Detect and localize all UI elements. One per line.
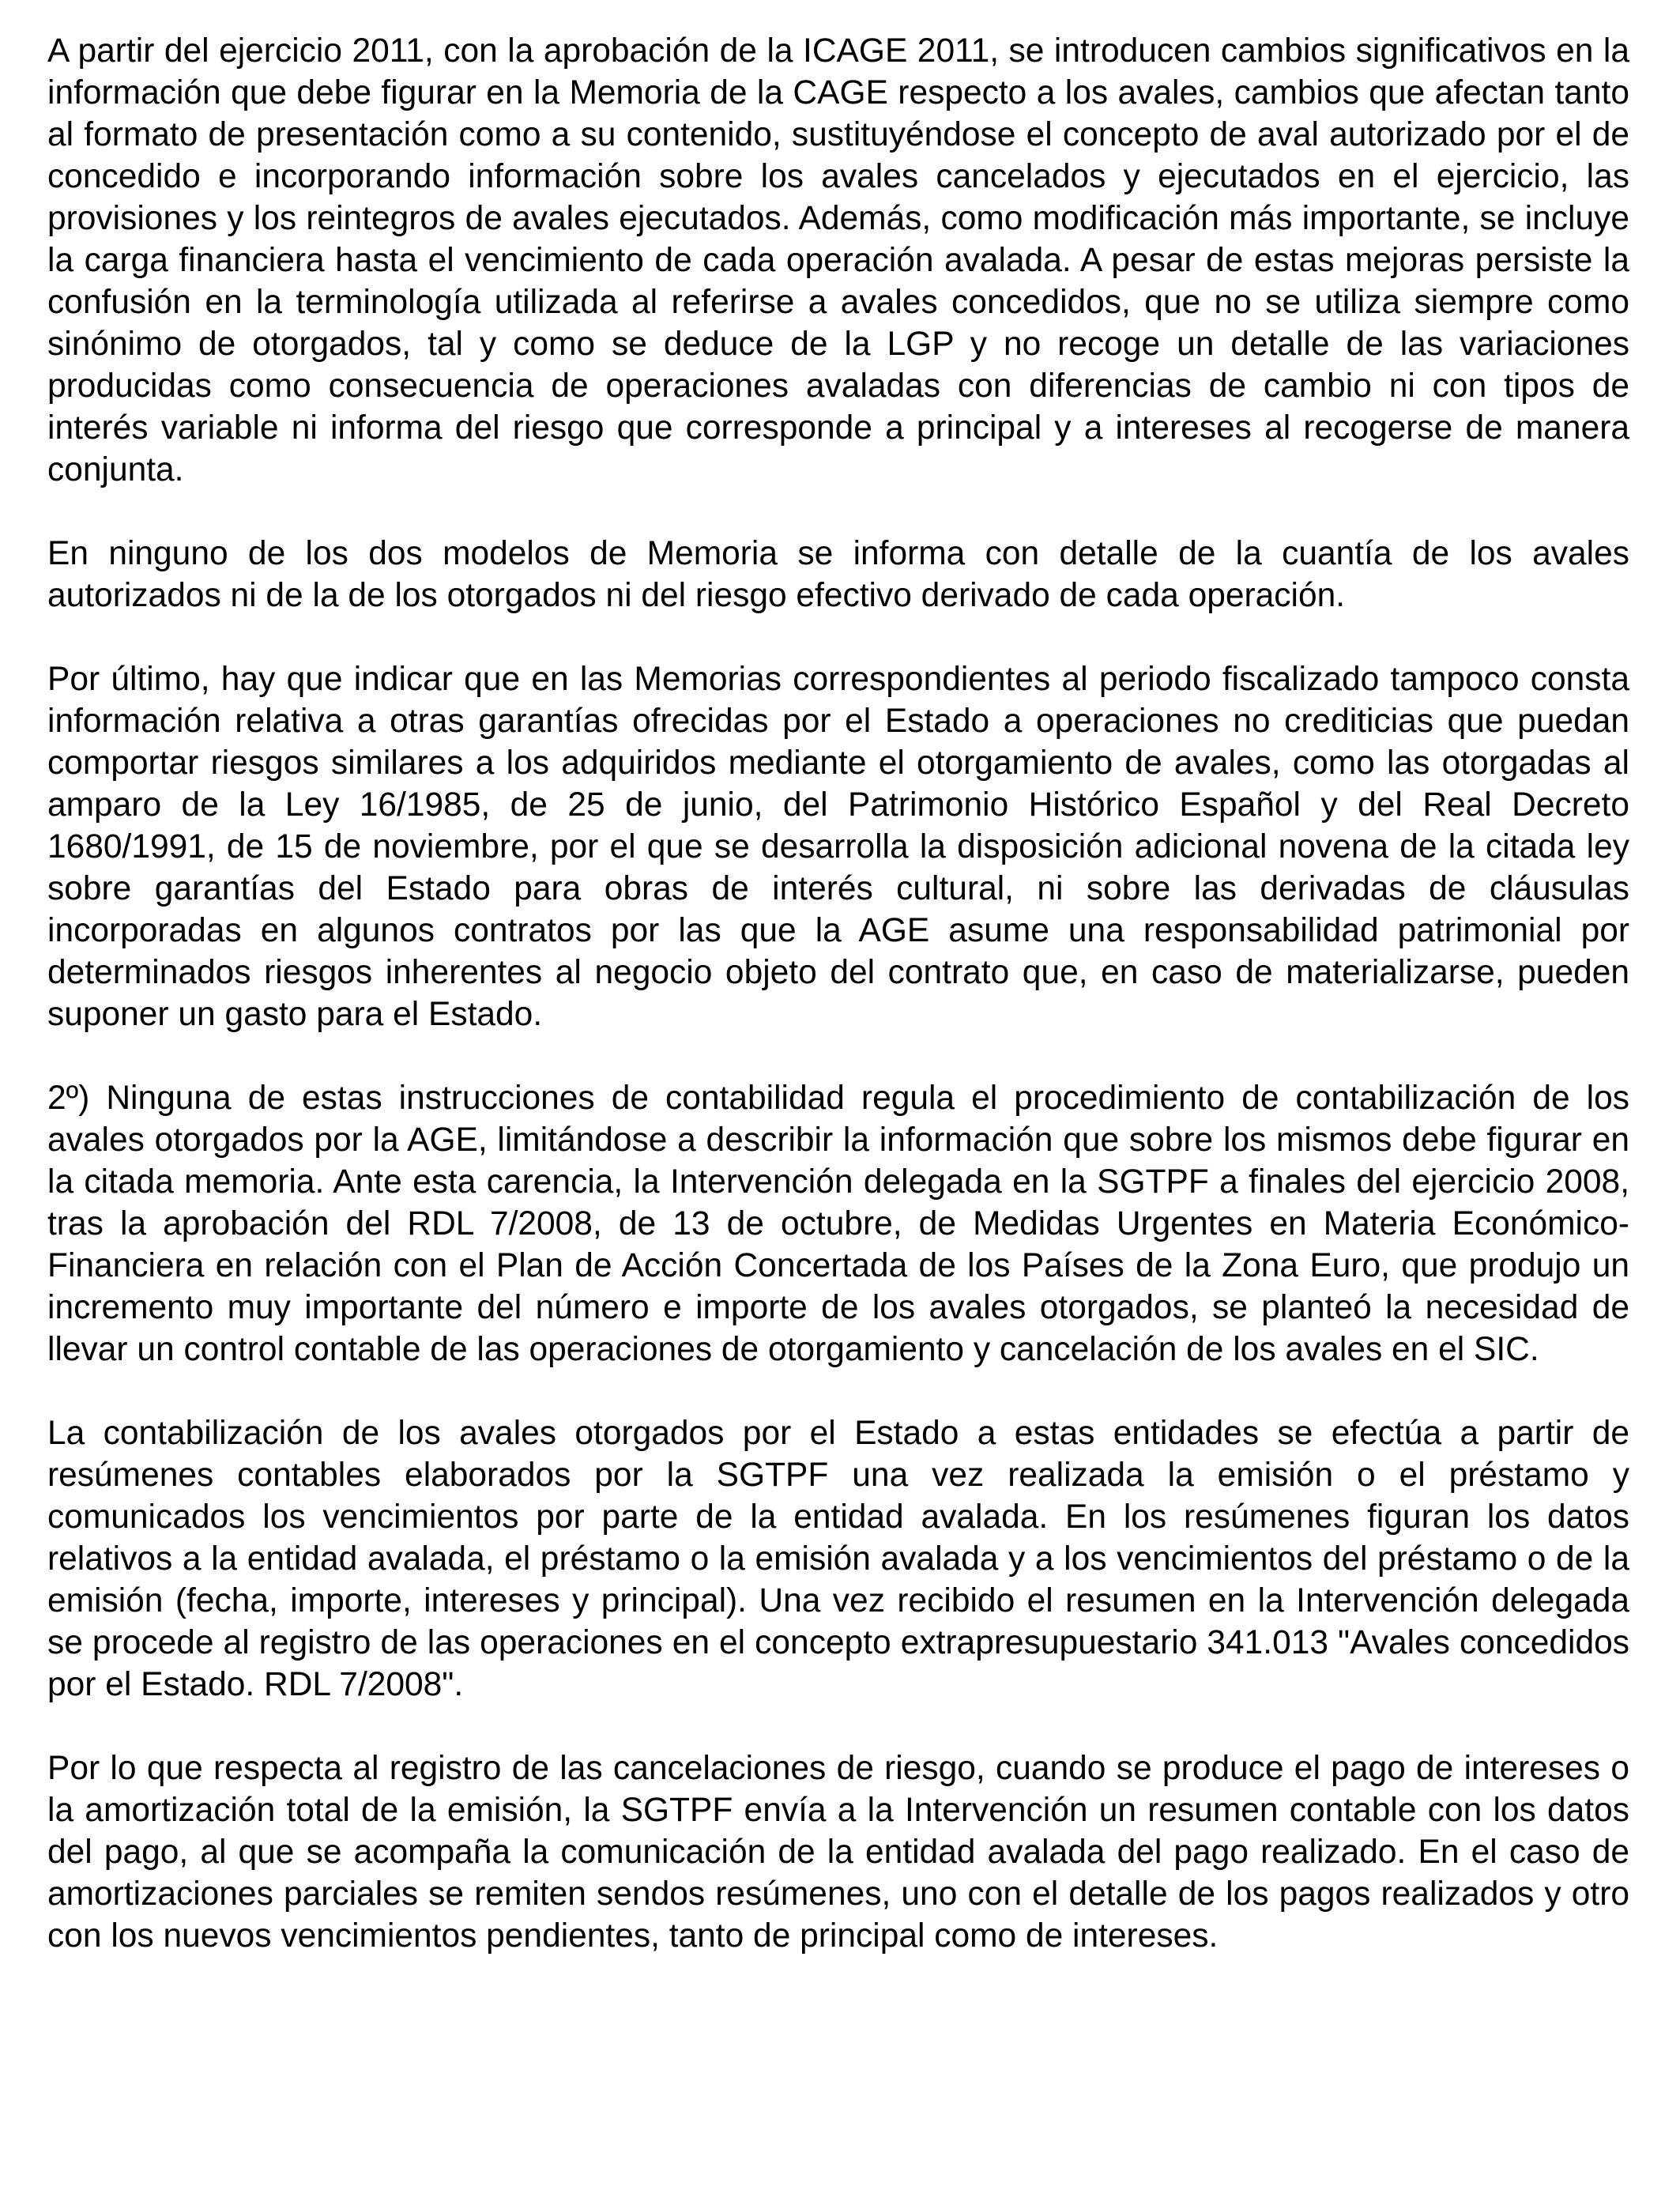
paragraph-avales-icage-2011: A partir del ejercicio 2011, con la aprobación de la ICAGE 2011, se introducen cambios significativos en la información que debe figurar en la Memoria de la CAGE respecto a los avales, cambios que afectan tanto al formato de presentación como a su contenido, sustituyéndose el concepto de aval autorizado por el de concedido e incorporando información sobre los avales cancelados y ejecutados en el ejercicio, las provisiones y los reintegros de avales ejecutados. Además, como modificación más importante, se incluye la carga financiera hasta el vencimiento de cada operación avalada. A pesar de estas mejoras persiste la confusión en la terminología utilizada al referirse a avales concedidos, que no se utiliza siempre como sinónimo de otorgados, tal y como se deduce de la LGP y no recoge un detalle de las variaciones producidas como consecuencia de operaciones avaladas con diferencias de cambio ni con tipos de interés variable ni informa del riesgo que corresponde a principal y a intereses al recogerse de manera conjunta. (47, 32, 1629, 488)
paragraph-procedimiento-contabilizacion: 2º) Ninguna de estas instrucciones de contabilidad regula el procedimiento de contabilización de los avales otorgados por la AGE, limitándose a describir la información que sobre los mismos debe figurar en la citada memoria. Ante esta carencia, la Intervención delegada en la SGTPF a finales del ejercicio 2008, tras la aprobación del RDL 7/2008, de 13 de octubre, de Medidas Urgentes en Materia Económico-Financiera en relación con el Plan de Acción Concertada de los Países de la Zona Euro, que produjo un incremento muy importante del número e importe de los avales otorgados, se planteó la necesidad de llevar un control contable de las operaciones de otorgamiento y cancelación de los avales en el SIC. (47, 1080, 1629, 1368)
paragraph-contabilizacion-avales: La contabilización de los avales otorgados por el Estado a estas entidades se efectúa a partir de resúmenes contables elaborados por la SGTPF una vez realizada la emisión o el préstamo y comunicados los vencimientos por parte de la entidad avalada. En los resúmenes figuran los datos relativos a la entidad avalada, el préstamo o la emisión avalada y a los vencimientos del préstamo o de la emisión (fecha, importe, intereses y principal). Una vez recibido el resumen en la Intervención delegada se procede al registro de las operaciones en el concepto extrapresupuestario 341.013 "Avales concedidos por el Estado. RDL 7/2008". (47, 1415, 1629, 1703)
paragraph-otras-garantias: Por último, hay que indicar que en las Memorias correspondientes al periodo fiscalizado tampoco consta información relativa a otras garantías ofrecidas por el Estado a operaciones no crediticias que puedan comportar riesgos similares a los adquiridos mediante el otorgamiento de avales, como las otorgadas al amparo de la Ley 16/1985, de 25 de junio, del Patrimonio Histórico Español y del Real Decreto 1680/1991, de 15 de noviembre, por el que se desarrolla la disposición adicional novena de la citada ley sobre garantías del Estado para obras de interés cultural, ni sobre las derivadas de cláusulas incorporadas en algunos contratos por las que la AGE asume una responsabilidad patrimonial por determinados riesgos inherentes al negocio objeto del contrato que, en caso de materializarse, pueden suponer un gasto para el Estado. (47, 661, 1629, 1033)
document-page (47, 30, 1629, 1999)
paragraph-cancelaciones-riesgo: Por lo que respecta al registro de las cancelaciones de riesgo, cuando se produce el pago de intereses o la amortización total de la emisión, la SGTPF envía a la Intervención un resumen contable con los datos del pago, al que se acompaña la comunicación de la entidad avalada del pago realizado. En el caso de amortizaciones parciales se remiten sendos resúmenes, uno con el detalle de los pagos realizados y otro con los nuevos vencimientos pendientes, tanto de principal como de intereses. (47, 1750, 1629, 1955)
paragraph-modelos-memoria: En ninguno de los dos modelos de Memoria se informa con detalle de la cuantía de los avales autorizados ni de la de los otorgados ni del riesgo efectivo derivado de cada operación. (47, 535, 1629, 614)
